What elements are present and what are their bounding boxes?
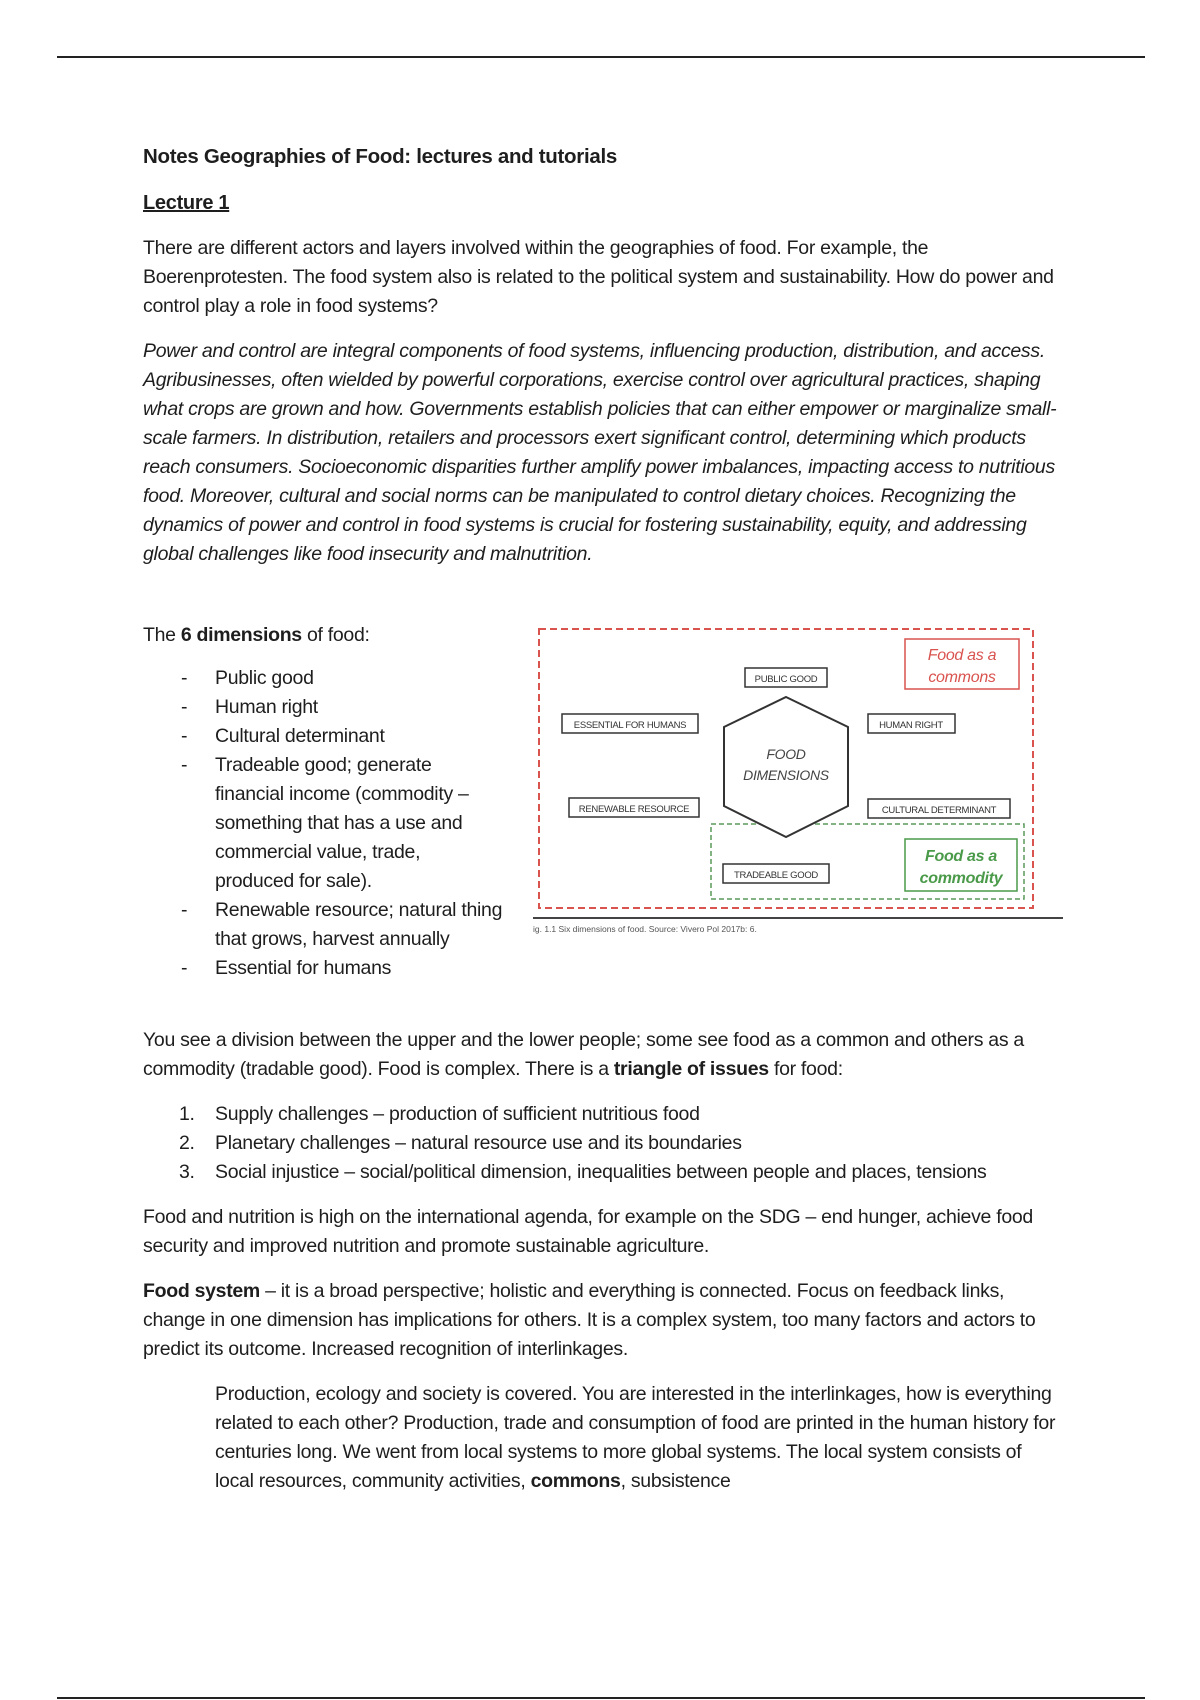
food-system-term: Food system	[143, 1280, 260, 1302]
box-cultural-determinant	[868, 799, 1010, 818]
intro-paragraph: There are different actors and layers involved within the geographies of food. For example, the Boerenprotesten. The food system also is related to the political system and sustainability. How do power and control play a role in food systems?	[143, 237, 1054, 317]
division-suffix: for food:	[768, 1058, 843, 1080]
box-human-right	[868, 714, 955, 733]
dash-bullet: -	[181, 754, 188, 776]
dimensions-lead	[143, 621, 503, 650]
list-number: 1.	[179, 1103, 195, 1125]
dash-bullet: -	[181, 667, 188, 689]
commodity-label-line2: commodity	[919, 870, 1003, 887]
list-number: 3.	[179, 1161, 195, 1183]
power-control-paragraph: Power and control are integral components of food systems, influencing production, distribution, and access. Agribusinesses, often wielded by powerful corporations, exercise control over agricultural practices, shaping what crops are grown and how. Governments establish policies that can either empower or marginalize small-scale farmers. In distribution, retailers and processors exert significant control, determining which products reach consumers. Socioeconomic disparities further amplify power imbalances, impacting access to nutritious food. Moreover, cultural and social norms can be manipulated to control dietary choices. Recognizing the dynamics of power and control in food systems is crucial for fostering sustainability, equity, and addressing global challenges like food insecurity and malnutrition.	[143, 340, 1057, 565]
list-item-text: Planetary challenges – natural resource use and its boundaries	[215, 1132, 742, 1154]
list-item	[143, 1100, 1063, 1129]
list-item	[143, 693, 503, 722]
indented-suffix: , subsistence	[620, 1470, 731, 1492]
box-cultural-determinant-label: CULTURAL DETERMINANT	[881, 805, 997, 816]
commons-label-line1: Food as a	[927, 647, 997, 664]
food-dimensions-diagram	[533, 625, 1038, 915]
dimensions-lead-bold: 6 dimensions	[180, 624, 302, 646]
hexagon-label-line1: FOOD	[766, 746, 806, 762]
food-system-paragraph	[143, 1277, 1063, 1364]
list-item	[143, 722, 503, 751]
page-bottom-rule	[57, 1697, 1145, 1699]
indented-paragraph	[143, 1380, 1063, 1496]
box-renewable-resource-label: RENEWABLE RESOURCE	[578, 804, 690, 815]
list-item-text: Tradeable good; generate financial income (commodity – something that has a use and commercial value, trade, produced for sale).	[215, 754, 469, 892]
list-item-text: Social injustice – social/political dimension, inequalities between people and places, tensions	[215, 1161, 987, 1183]
hexagon-label-line2: DIMENSIONS	[743, 767, 829, 783]
list-item	[143, 751, 503, 896]
document-body	[143, 142, 1063, 1512]
commons-label-line2: commons	[928, 669, 996, 686]
dimensions-list-column	[143, 621, 503, 983]
list-item	[143, 664, 503, 693]
list-item-text: Essential for humans	[215, 957, 392, 979]
box-tradeable-good-label: TRADEABLE GOOD	[734, 870, 818, 881]
box-essential-for-humans-label: ESSENTIAL FOR HUMANS	[573, 720, 687, 731]
food-as-commodity-label	[905, 839, 1017, 891]
list-item-text: Renewable resource; natural thing that grows, harvest annually	[215, 899, 503, 950]
figure-caption: ig. 1.1 Six dimensions of food. Source: Vivero Pol 2017b: 6.	[533, 924, 757, 934]
box-public-good	[745, 668, 827, 687]
division-text: You see a division between the upper and the lower people; some see food as a common and others as a commodity (tradable good). Food is complex. There is a	[143, 1029, 1024, 1080]
food-dimensions-figure	[533, 625, 1063, 935]
dash-bullet: -	[181, 725, 188, 747]
dimensions-list	[143, 664, 503, 983]
list-item-text: Cultural determinant	[215, 725, 385, 747]
list-item	[143, 954, 503, 983]
issues-list	[143, 1100, 1063, 1187]
food-as-commons-label	[905, 639, 1019, 689]
box-essential-for-humans	[562, 714, 698, 733]
list-number: 2.	[179, 1132, 195, 1154]
list-item-text: Human right	[215, 696, 318, 718]
box-tradeable-good	[723, 864, 829, 883]
list-item-text: Supply challenges – production of sufficient nutritious food	[215, 1103, 700, 1125]
page-top-rule	[57, 56, 1145, 58]
document-title: Notes Geographies of Food: lectures and tutorials	[143, 145, 617, 168]
dash-bullet: -	[181, 696, 188, 718]
dash-bullet: -	[181, 957, 188, 979]
commodity-label-line1: Food as a	[925, 848, 997, 865]
list-item	[143, 1158, 1063, 1187]
list-item	[143, 896, 503, 954]
box-public-good-label: PUBLIC GOOD	[754, 674, 818, 685]
list-item-text: Public good	[215, 667, 314, 689]
indented-text: Production, ecology and society is covered. You are interested in the interlinkages, how is everything related to each other? Production, trade and consumption of food are printed in the human history for centuries long. We went from local systems to more global systems. The local system consists of local resources, community activities,	[215, 1383, 1056, 1492]
sdg-paragraph: Food and nutrition is high on the international agenda, for example on the SDG – end hunger, achieve food security and improved nutrition and promote sustainable agriculture.	[143, 1206, 1033, 1257]
dimensions-lead-suffix: of food:	[301, 624, 370, 646]
food-system-text: – it is a broad perspective; holistic and everything is connected. Focus on feedback links, change in one dimension has implications for others. It is a complex system, too many factors and actors to predict its outcome. Increased recognition of interlinkages.	[143, 1280, 1036, 1360]
dimensions-lead-text: The	[143, 624, 181, 646]
division-bold: triangle of issues	[613, 1058, 769, 1080]
indented-bold: commons	[530, 1470, 621, 1492]
box-renewable-resource	[569, 798, 699, 817]
lecture-heading: Lecture 1	[143, 192, 230, 214]
dimensions-section	[143, 621, 1063, 1026]
figure-rule	[533, 917, 1063, 919]
box-human-right-label: HUMAN RIGHT	[879, 720, 943, 731]
division-paragraph	[143, 1026, 1063, 1084]
list-item	[143, 1129, 1063, 1158]
dash-bullet: -	[181, 899, 188, 921]
